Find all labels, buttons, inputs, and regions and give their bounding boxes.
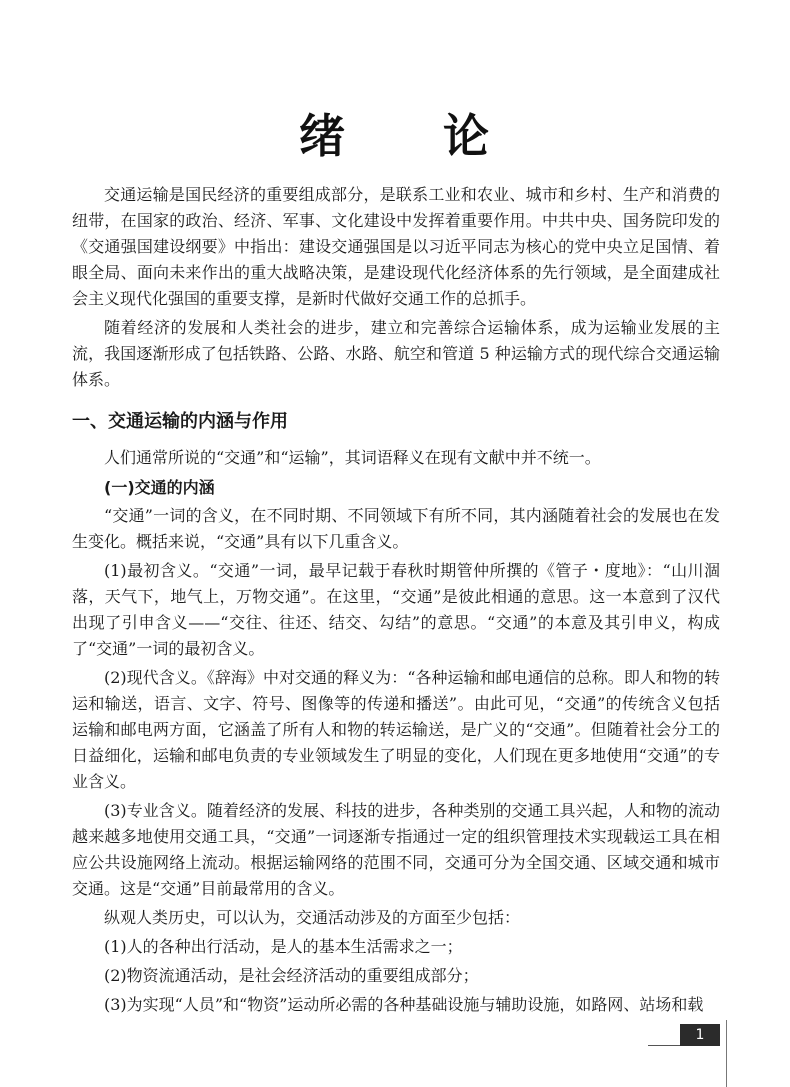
page-edge-line <box>726 1020 727 1087</box>
list-item: (1)人的各种出行活动，是人的基本生活需求之一； <box>104 937 463 956</box>
list-item: (3)为实现“人员”和“物资”运动所必需的各种基础设施与辅助设施，如路网、站场和载 <box>104 995 704 1014</box>
section-intro: 人们通常所说的“交通”和“运输”，其词语释义在现有文献中并不统一。 <box>104 448 601 467</box>
body-paragraph: 纵观人类历史，可以认为，交通活动涉及的方面至少包括： <box>104 908 521 927</box>
chapter-title <box>0 100 790 166</box>
subsection-heading: (一)交通的内涵 <box>104 478 215 497</box>
body-paragraph: (1)最初含义。“交通”一词，最早记载于春秋时期管仲所撰的《管子・度地》：“山川涸落，天气下，地气上，万物交通”。在这里，“交通”是彼此相通的意思。这一本意到了汉代出现了引申含义——“交往、往还、结交、勾结”的意思。“交通”的本意及其引申义，构成了“交通”一词的最初含义。 <box>72 561 720 658</box>
body-paragraph: (3)专业含义。随着经济的发展、科技的进步，各种类别的交通工具兴起，人和物的流动越来越多地使用交通工具，“交通”一词逐渐专指通过一定的组织管理技术实现载运工具在相应公共设施网络上流动。根据运输网络的范围不同，交通可分为全国交通、区域交通和城市交通。这是“交通”目前最常用的含义。 <box>72 801 720 898</box>
body-paragraph: (2)现代含义。《辞海》中对交通的释义为：“各种运输和邮电通信的总称。即人和物的转运和输送，语言、文字、符号、图像等的传递和播送”。由此可见，“交通”的传统含义包括运输和邮电两方面，它涵盖了所有人和物的转运输送，是广义的“交通”。但随着社会分工的日益细化，运输和邮电负责的专业领域发生了明显的变化，人们现在更多地使用“交通”的专业含义。 <box>72 668 720 791</box>
section-heading: 一、交通运输的内涵与作用 <box>72 411 288 432</box>
intro-paragraph: 交通运输是国民经济的重要组成部分，是联系工业和农业、城市和乡村、生产和消费的纽带，在国家的政治、经济、军事、文化建设中发挥着重要作用。中共中央、国务院印发的《交通强国建设纲要》中指出：建设交通强国是以习近平同志为核心的党中央立足国情、着眼全局、面向未来作出的重大战略决策，是建设现代化经济体系的先行领域，是全面建成社会主义现代化强国的重要支撑，是新时代做好交通工作的总抓手。 <box>72 185 720 308</box>
chapter-title-char-2: 论 <box>443 109 491 163</box>
list-item: (2)物资流通活动，是社会经济活动的重要组成部分； <box>104 966 479 985</box>
chapter-title-char-1: 绪 <box>299 109 347 163</box>
body-text <box>72 182 720 1018</box>
page-number: 1 <box>680 1024 720 1046</box>
body-paragraph: “交通”一词的含义，在不同时期、不同领域下有所不同，其内涵随着社会的发展也在发生变化。概括来说，“交通”具有以下几重含义。 <box>72 506 720 551</box>
intro-paragraph: 随着经济的发展和人类社会的进步，建立和完善综合运输体系，成为运输业发展的主流，我国逐渐形成了包括铁路、公路、水路、航空和管道 5 种运输方式的现代综合交通运输体系。 <box>72 318 720 389</box>
